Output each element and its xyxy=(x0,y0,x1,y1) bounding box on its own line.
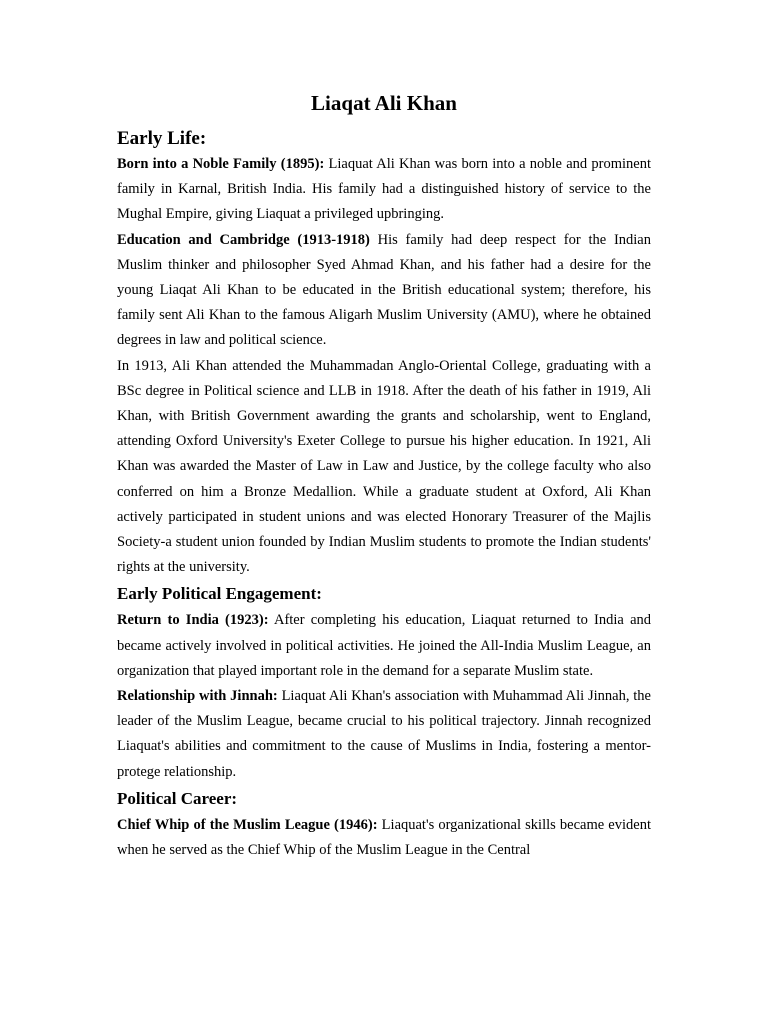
section-heading-early-political: Early Political Engagement: xyxy=(117,584,322,604)
paragraph-text: In 1913, Ali Khan attended the Muhammadan Anglo-Oriental College, graduating with a BSc degree in Political science and LLB in 1918. After the death of his father in 1919, Ali Khan, with British Government awarding the grants and scholarship, went to England, attending Oxford University's Exeter College to pursue his higher education. In 1921, Ali Khan was awarded the Master of Law in Law and Justice, by the college faculty who also conferred on him a Bronze Medallion. While a graduate student at Oxford, Ali Khan actively participated in student unions and was elected Honorary Treasurer of the Majlis Society-a student union founded by Indian Muslim students to promote the Indian students' rights at the university. xyxy=(117,357,651,576)
paragraph-text: After completing his education, Liaquat returned to India and became actively involved in political activities. He joined the All-India Muslim League, an organization that played important role in the demand for a separate Muslim state. xyxy=(117,612,652,679)
paragraph-jinnah xyxy=(117,684,651,785)
document-body xyxy=(117,88,651,863)
paragraph-text: Liaquat Ali Khan was born into a noble and prominent family in Karnal, British India. His family had a distinguished history of service to the Mughal Empire, giving Liaquat a privileged upbringing. xyxy=(117,156,651,223)
paragraph-chief-whip xyxy=(117,813,651,863)
paragraph-text: Liaquat's organizational skills became evident when he served as the Chief Whip of the Muslim League in the Central xyxy=(117,816,651,859)
paragraph-lead: Born into a Noble Family (1895): xyxy=(117,156,325,172)
paragraph-text: His family had deep respect for the Indian Muslim thinker and philosopher Syed Ahmad Khan, and his father had a desire for the young Liaqat Ali Khan to be educated in the British educational system; therefore, his family sent Ali Khan to the famous Aligarh Muslim University (AMU), where he obtained degrees in law and political science. xyxy=(117,231,651,349)
paragraph-return-india xyxy=(117,608,651,684)
paragraph-lead: Relationship with Jinnah: xyxy=(117,688,278,705)
section-heading-political-career: Political Career: xyxy=(117,788,238,808)
paragraph-education xyxy=(117,228,651,354)
paragraph-noble-family xyxy=(117,152,651,228)
section-heading-early-life: Early Life: xyxy=(117,128,207,149)
paragraph-text: Liaquat Ali Khan's association with Muhammad Ali Jinnah, the leader of the Muslim League, became crucial to his political trajectory. Jinnah recognized Liaquat's abilities and commitment to the cause of Muslims in India, fostering a mentor-protege relationship. xyxy=(117,688,651,780)
paragraph-lead: Chief Whip of the Muslim League (1946): xyxy=(117,816,378,833)
paragraph-lead: Education and Cambridge (1913-1918) xyxy=(117,231,370,248)
document-title: Liaqat Ali Khan xyxy=(311,91,457,115)
paragraph-lead: Return to India (1923): xyxy=(117,612,269,629)
paragraph-oxford xyxy=(117,354,651,581)
